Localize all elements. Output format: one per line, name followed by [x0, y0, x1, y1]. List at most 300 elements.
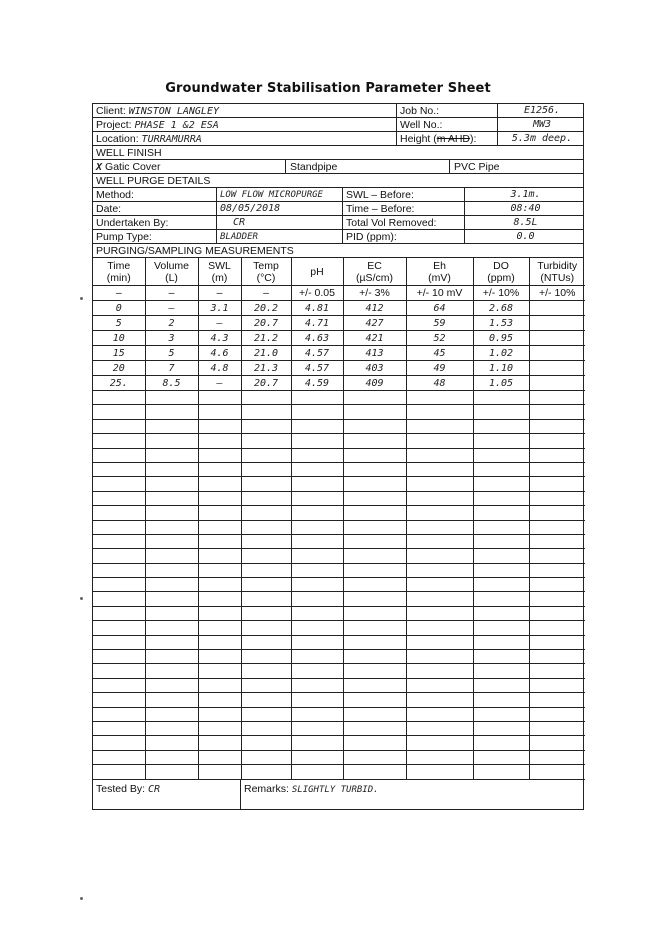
empty-cell[interactable] — [406, 534, 473, 548]
empty-cell[interactable] — [529, 448, 585, 462]
total-vol-value[interactable]: 8.5L — [513, 217, 538, 228]
empty-cell[interactable] — [291, 448, 343, 462]
empty-cell[interactable] — [93, 592, 145, 606]
empty-cell[interactable] — [473, 664, 529, 678]
empty-cell[interactable] — [241, 563, 291, 577]
empty-cell[interactable] — [145, 391, 198, 405]
empty-cell[interactable] — [343, 736, 406, 750]
empty-cell[interactable] — [406, 405, 473, 419]
empty-cell[interactable] — [473, 462, 529, 476]
empty-cell[interactable] — [343, 434, 406, 448]
empty-cell[interactable] — [529, 707, 585, 721]
empty-cell[interactable] — [93, 606, 145, 620]
empty-cell[interactable] — [343, 678, 406, 692]
empty-cell[interactable] — [529, 391, 585, 405]
empty-cell[interactable] — [291, 391, 343, 405]
empty-cell[interactable] — [198, 549, 241, 563]
empty-cell[interactable] — [473, 750, 529, 764]
empty-cell[interactable] — [406, 621, 473, 635]
empty-cell[interactable] — [291, 650, 343, 664]
measurement-cell[interactable]: 21.3 — [241, 361, 291, 376]
measurement-cell[interactable]: – — [145, 301, 198, 316]
measurement-cell[interactable]: 5 — [145, 346, 198, 361]
measurement-cell[interactable]: 21.0 — [241, 346, 291, 361]
empty-cell[interactable] — [529, 765, 585, 779]
empty-cell[interactable] — [406, 750, 473, 764]
measurement-cell[interactable] — [529, 331, 585, 346]
measurement-cell[interactable]: 20.7 — [241, 316, 291, 331]
empty-cell[interactable] — [93, 434, 145, 448]
height-value[interactable]: 5.3m deep. — [511, 133, 573, 144]
empty-cell[interactable] — [241, 448, 291, 462]
empty-cell[interactable] — [529, 578, 585, 592]
measurement-cell[interactable]: 4.57 — [291, 346, 343, 361]
empty-cell[interactable] — [529, 678, 585, 692]
measurement-cell[interactable] — [529, 316, 585, 331]
empty-cell[interactable] — [529, 506, 585, 520]
empty-cell[interactable] — [473, 693, 529, 707]
empty-cell[interactable] — [145, 635, 198, 649]
empty-cell[interactable] — [93, 707, 145, 721]
measurement-cell[interactable]: 8.5 — [145, 376, 198, 391]
measurement-cell[interactable]: 3.1 — [198, 301, 241, 316]
empty-cell[interactable] — [529, 664, 585, 678]
empty-cell[interactable] — [529, 621, 585, 635]
empty-cell[interactable] — [529, 549, 585, 563]
empty-cell[interactable] — [241, 736, 291, 750]
measurement-cell[interactable]: 4.71 — [291, 316, 343, 331]
empty-cell[interactable] — [145, 721, 198, 735]
measurement-cell[interactable]: 1.02 — [473, 346, 529, 361]
empty-cell[interactable] — [291, 578, 343, 592]
empty-cell[interactable] — [291, 477, 343, 491]
measurement-cell[interactable]: 421 — [343, 331, 406, 346]
empty-cell[interactable] — [343, 391, 406, 405]
empty-cell[interactable] — [343, 549, 406, 563]
empty-cell[interactable] — [406, 678, 473, 692]
empty-cell[interactable] — [291, 419, 343, 433]
empty-cell[interactable] — [529, 750, 585, 764]
empty-cell[interactable] — [343, 635, 406, 649]
empty-cell[interactable] — [241, 405, 291, 419]
measurement-cell[interactable]: 2 — [145, 316, 198, 331]
empty-cell[interactable] — [241, 520, 291, 534]
empty-cell[interactable] — [473, 549, 529, 563]
empty-cell[interactable] — [198, 650, 241, 664]
measurement-cell[interactable]: – — [198, 316, 241, 331]
empty-cell[interactable] — [291, 606, 343, 620]
measurement-cell[interactable]: 59 — [406, 316, 473, 331]
empty-cell[interactable] — [406, 563, 473, 577]
empty-cell[interactable] — [93, 506, 145, 520]
empty-cell[interactable] — [473, 391, 529, 405]
standpipe-cell[interactable]: Standpipe — [286, 160, 450, 173]
empty-cell[interactable] — [529, 520, 585, 534]
empty-cell[interactable] — [343, 765, 406, 779]
empty-cell[interactable] — [241, 678, 291, 692]
empty-cell[interactable] — [529, 491, 585, 505]
method-value[interactable]: LOW FLOW MICROPURGE — [217, 188, 343, 201]
empty-cell[interactable] — [93, 678, 145, 692]
empty-cell[interactable] — [343, 419, 406, 433]
empty-cell[interactable] — [241, 721, 291, 735]
pid-value[interactable]: 0.0 — [516, 231, 535, 242]
measurement-cell[interactable]: 4.57 — [291, 361, 343, 376]
empty-cell[interactable] — [198, 606, 241, 620]
empty-cell[interactable] — [241, 491, 291, 505]
empty-cell[interactable] — [343, 650, 406, 664]
empty-cell[interactable] — [145, 621, 198, 635]
empty-cell[interactable] — [291, 592, 343, 606]
empty-cell[interactable] — [241, 506, 291, 520]
empty-cell[interactable] — [343, 750, 406, 764]
empty-cell[interactable] — [473, 592, 529, 606]
empty-cell[interactable] — [291, 534, 343, 548]
empty-cell[interactable] — [529, 736, 585, 750]
empty-cell[interactable] — [241, 750, 291, 764]
empty-cell[interactable] — [473, 765, 529, 779]
measurement-cell[interactable]: 7 — [145, 361, 198, 376]
empty-cell[interactable] — [291, 721, 343, 735]
empty-cell[interactable] — [241, 434, 291, 448]
measurement-cell[interactable]: – — [198, 376, 241, 391]
date-value[interactable]: 08/05/2018 — [217, 202, 343, 215]
empty-cell[interactable] — [145, 462, 198, 476]
empty-cell[interactable] — [406, 549, 473, 563]
empty-cell[interactable] — [343, 707, 406, 721]
empty-cell[interactable] — [406, 721, 473, 735]
empty-cell[interactable] — [473, 405, 529, 419]
empty-cell[interactable] — [241, 477, 291, 491]
measurement-cell[interactable]: 413 — [343, 346, 406, 361]
empty-cell[interactable] — [473, 578, 529, 592]
empty-cell[interactable] — [145, 664, 198, 678]
empty-cell[interactable] — [241, 391, 291, 405]
empty-cell[interactable] — [529, 606, 585, 620]
empty-cell[interactable] — [291, 678, 343, 692]
empty-cell[interactable] — [198, 391, 241, 405]
empty-cell[interactable] — [291, 736, 343, 750]
empty-cell[interactable] — [406, 635, 473, 649]
empty-cell[interactable] — [93, 391, 145, 405]
undertaken-value[interactable]: CR — [217, 216, 343, 229]
empty-cell[interactable] — [241, 606, 291, 620]
empty-cell[interactable] — [406, 650, 473, 664]
empty-cell[interactable] — [241, 549, 291, 563]
empty-cell[interactable] — [343, 491, 406, 505]
empty-cell[interactable] — [241, 419, 291, 433]
empty-cell[interactable] — [343, 462, 406, 476]
empty-cell[interactable] — [343, 664, 406, 678]
empty-cell[interactable] — [406, 520, 473, 534]
empty-cell[interactable] — [406, 462, 473, 476]
empty-cell[interactable] — [529, 405, 585, 419]
empty-cell[interactable] — [406, 693, 473, 707]
empty-cell[interactable] — [343, 578, 406, 592]
empty-cell[interactable] — [145, 578, 198, 592]
empty-cell[interactable] — [291, 520, 343, 534]
measurement-cell[interactable]: 2.68 — [473, 301, 529, 316]
empty-cell[interactable] — [473, 721, 529, 735]
empty-cell[interactable] — [406, 578, 473, 592]
empty-cell[interactable] — [291, 765, 343, 779]
empty-cell[interactable] — [93, 491, 145, 505]
measurement-cell[interactable] — [529, 301, 585, 316]
measurement-cell[interactable]: 20 — [93, 361, 145, 376]
empty-cell[interactable] — [198, 635, 241, 649]
measurement-cell[interactable]: 3 — [145, 331, 198, 346]
empty-cell[interactable] — [145, 549, 198, 563]
empty-cell[interactable] — [473, 563, 529, 577]
empty-cell[interactable] — [93, 520, 145, 534]
empty-cell[interactable] — [93, 750, 145, 764]
empty-cell[interactable] — [145, 419, 198, 433]
empty-cell[interactable] — [343, 592, 406, 606]
measurement-cell[interactable]: 1.53 — [473, 316, 529, 331]
empty-cell[interactable] — [291, 491, 343, 505]
empty-cell[interactable] — [529, 434, 585, 448]
empty-cell[interactable] — [529, 592, 585, 606]
remarks-value[interactable]: SLIGHTLY TURBID. — [291, 784, 379, 795]
empty-cell[interactable] — [529, 419, 585, 433]
empty-cell[interactable] — [406, 765, 473, 779]
empty-cell[interactable] — [406, 592, 473, 606]
empty-cell[interactable] — [473, 419, 529, 433]
measurement-cell[interactable] — [529, 376, 585, 391]
empty-cell[interactable] — [291, 635, 343, 649]
empty-cell[interactable] — [473, 736, 529, 750]
empty-cell[interactable] — [145, 506, 198, 520]
empty-cell[interactable] — [241, 664, 291, 678]
empty-cell[interactable] — [198, 693, 241, 707]
empty-cell[interactable] — [198, 419, 241, 433]
empty-cell[interactable] — [343, 405, 406, 419]
empty-cell[interactable] — [473, 650, 529, 664]
empty-cell[interactable] — [406, 448, 473, 462]
empty-cell[interactable] — [529, 477, 585, 491]
empty-cell[interactable] — [473, 506, 529, 520]
empty-cell[interactable] — [145, 434, 198, 448]
empty-cell[interactable] — [406, 707, 473, 721]
measurement-cell[interactable]: 4.81 — [291, 301, 343, 316]
empty-cell[interactable] — [343, 477, 406, 491]
empty-cell[interactable] — [343, 621, 406, 635]
empty-cell[interactable] — [343, 506, 406, 520]
empty-cell[interactable] — [93, 693, 145, 707]
pump-value[interactable]: BLADDER — [217, 230, 343, 243]
empty-cell[interactable] — [198, 765, 241, 779]
empty-cell[interactable] — [406, 391, 473, 405]
empty-cell[interactable] — [473, 606, 529, 620]
empty-cell[interactable] — [198, 664, 241, 678]
empty-cell[interactable] — [241, 635, 291, 649]
empty-cell[interactable] — [406, 736, 473, 750]
empty-cell[interactable] — [241, 592, 291, 606]
measurement-cell[interactable]: 4.3 — [198, 331, 241, 346]
empty-cell[interactable] — [473, 678, 529, 692]
measurement-cell[interactable]: 4.6 — [198, 346, 241, 361]
measurement-cell[interactable]: 20.7 — [241, 376, 291, 391]
empty-cell[interactable] — [241, 707, 291, 721]
empty-cell[interactable] — [198, 477, 241, 491]
well-value[interactable]: MW3 — [532, 119, 552, 130]
empty-cell[interactable] — [473, 448, 529, 462]
measurement-cell[interactable]: 0 — [93, 301, 145, 316]
empty-cell[interactable] — [406, 477, 473, 491]
measurement-cell[interactable]: 45 — [406, 346, 473, 361]
empty-cell[interactable] — [241, 534, 291, 548]
empty-cell[interactable] — [198, 707, 241, 721]
pvc-cell[interactable]: PVC Pipe — [454, 161, 500, 173]
empty-cell[interactable] — [529, 635, 585, 649]
empty-cell[interactable] — [198, 462, 241, 476]
measurement-cell[interactable]: 64 — [406, 301, 473, 316]
empty-cell[interactable] — [406, 491, 473, 505]
measurement-cell[interactable]: 4.59 — [291, 376, 343, 391]
empty-cell[interactable] — [291, 563, 343, 577]
measurement-cell[interactable]: 409 — [343, 376, 406, 391]
empty-cell[interactable] — [406, 664, 473, 678]
measurement-cell[interactable]: 427 — [343, 316, 406, 331]
measurement-cell[interactable]: 48 — [406, 376, 473, 391]
empty-cell[interactable] — [145, 650, 198, 664]
empty-cell[interactable] — [93, 462, 145, 476]
empty-cell[interactable] — [198, 621, 241, 635]
empty-cell[interactable] — [291, 693, 343, 707]
empty-cell[interactable] — [198, 434, 241, 448]
measurement-cell[interactable]: 1.05 — [473, 376, 529, 391]
empty-cell[interactable] — [93, 477, 145, 491]
empty-cell[interactable] — [145, 707, 198, 721]
measurement-cell[interactable]: 4.8 — [198, 361, 241, 376]
empty-cell[interactable] — [198, 578, 241, 592]
empty-cell[interactable] — [93, 578, 145, 592]
measurement-cell[interactable]: 1.10 — [473, 361, 529, 376]
empty-cell[interactable] — [145, 520, 198, 534]
measurement-cell[interactable]: 403 — [343, 361, 406, 376]
empty-cell[interactable] — [529, 563, 585, 577]
gatic-cell[interactable] — [93, 160, 286, 173]
empty-cell[interactable] — [343, 606, 406, 620]
measurement-cell[interactable]: 10 — [93, 331, 145, 346]
empty-cell[interactable] — [291, 664, 343, 678]
time-before-value[interactable]: 08:40 — [510, 203, 541, 214]
tested-by-value[interactable]: CR — [147, 783, 160, 795]
empty-cell[interactable] — [291, 434, 343, 448]
empty-cell[interactable] — [241, 462, 291, 476]
measurement-cell[interactable]: 412 — [343, 301, 406, 316]
measurement-cell[interactable]: 0.95 — [473, 331, 529, 346]
empty-cell[interactable] — [198, 721, 241, 735]
empty-cell[interactable] — [343, 563, 406, 577]
empty-cell[interactable] — [291, 405, 343, 419]
project-value[interactable]: PHASE 1 &2 ESA — [134, 120, 219, 131]
empty-cell[interactable] — [93, 650, 145, 664]
empty-cell[interactable] — [529, 462, 585, 476]
empty-cell[interactable] — [93, 419, 145, 433]
empty-cell[interactable] — [93, 448, 145, 462]
measurement-cell[interactable]: 5 — [93, 316, 145, 331]
empty-cell[interactable] — [198, 448, 241, 462]
empty-cell[interactable] — [529, 534, 585, 548]
empty-cell[interactable] — [93, 534, 145, 548]
measurement-cell[interactable]: 15 — [93, 346, 145, 361]
empty-cell[interactable] — [241, 693, 291, 707]
empty-cell[interactable] — [473, 491, 529, 505]
empty-cell[interactable] — [473, 635, 529, 649]
empty-cell[interactable] — [473, 520, 529, 534]
empty-cell[interactable] — [145, 693, 198, 707]
empty-cell[interactable] — [145, 606, 198, 620]
empty-cell[interactable] — [198, 592, 241, 606]
empty-cell[interactable] — [241, 650, 291, 664]
empty-cell[interactable] — [145, 765, 198, 779]
measurement-cell[interactable] — [529, 346, 585, 361]
empty-cell[interactable] — [145, 592, 198, 606]
measurement-cell[interactable]: 21.2 — [241, 331, 291, 346]
measurement-cell[interactable]: 52 — [406, 331, 473, 346]
job-value[interactable]: E1256. — [523, 105, 561, 116]
empty-cell[interactable] — [343, 534, 406, 548]
empty-cell[interactable] — [93, 664, 145, 678]
empty-cell[interactable] — [145, 534, 198, 548]
empty-cell[interactable] — [198, 534, 241, 548]
empty-cell[interactable] — [93, 405, 145, 419]
client-value[interactable]: WINSTON LANGLEY — [128, 106, 219, 117]
empty-cell[interactable] — [93, 765, 145, 779]
empty-cell[interactable] — [406, 434, 473, 448]
empty-cell[interactable] — [473, 434, 529, 448]
measurement-cell[interactable]: 25. — [93, 376, 145, 391]
empty-cell[interactable] — [145, 750, 198, 764]
empty-cell[interactable] — [473, 477, 529, 491]
empty-cell[interactable] — [145, 678, 198, 692]
empty-cell[interactable] — [93, 721, 145, 735]
empty-cell[interactable] — [198, 405, 241, 419]
empty-cell[interactable] — [145, 736, 198, 750]
empty-cell[interactable] — [93, 621, 145, 635]
empty-cell[interactable] — [241, 765, 291, 779]
empty-cell[interactable] — [241, 578, 291, 592]
empty-cell[interactable] — [343, 693, 406, 707]
empty-cell[interactable] — [529, 721, 585, 735]
empty-cell[interactable] — [291, 621, 343, 635]
empty-cell[interactable] — [198, 678, 241, 692]
empty-cell[interactable] — [473, 534, 529, 548]
empty-cell[interactable] — [93, 635, 145, 649]
empty-cell[interactable] — [406, 606, 473, 620]
empty-cell[interactable] — [198, 563, 241, 577]
empty-cell[interactable] — [145, 491, 198, 505]
empty-cell[interactable] — [343, 721, 406, 735]
empty-cell[interactable] — [406, 419, 473, 433]
empty-cell[interactable] — [145, 448, 198, 462]
empty-cell[interactable] — [145, 563, 198, 577]
empty-cell[interactable] — [291, 707, 343, 721]
measurement-cell[interactable] — [529, 361, 585, 376]
location-value[interactable]: TURRAMURRA — [141, 134, 202, 145]
empty-cell[interactable] — [529, 650, 585, 664]
empty-cell[interactable] — [291, 462, 343, 476]
empty-cell[interactable] — [529, 693, 585, 707]
empty-cell[interactable] — [291, 750, 343, 764]
empty-cell[interactable] — [198, 736, 241, 750]
empty-cell[interactable] — [145, 405, 198, 419]
empty-cell[interactable] — [343, 520, 406, 534]
empty-cell[interactable] — [241, 621, 291, 635]
empty-cell[interactable] — [291, 549, 343, 563]
empty-cell[interactable] — [343, 448, 406, 462]
